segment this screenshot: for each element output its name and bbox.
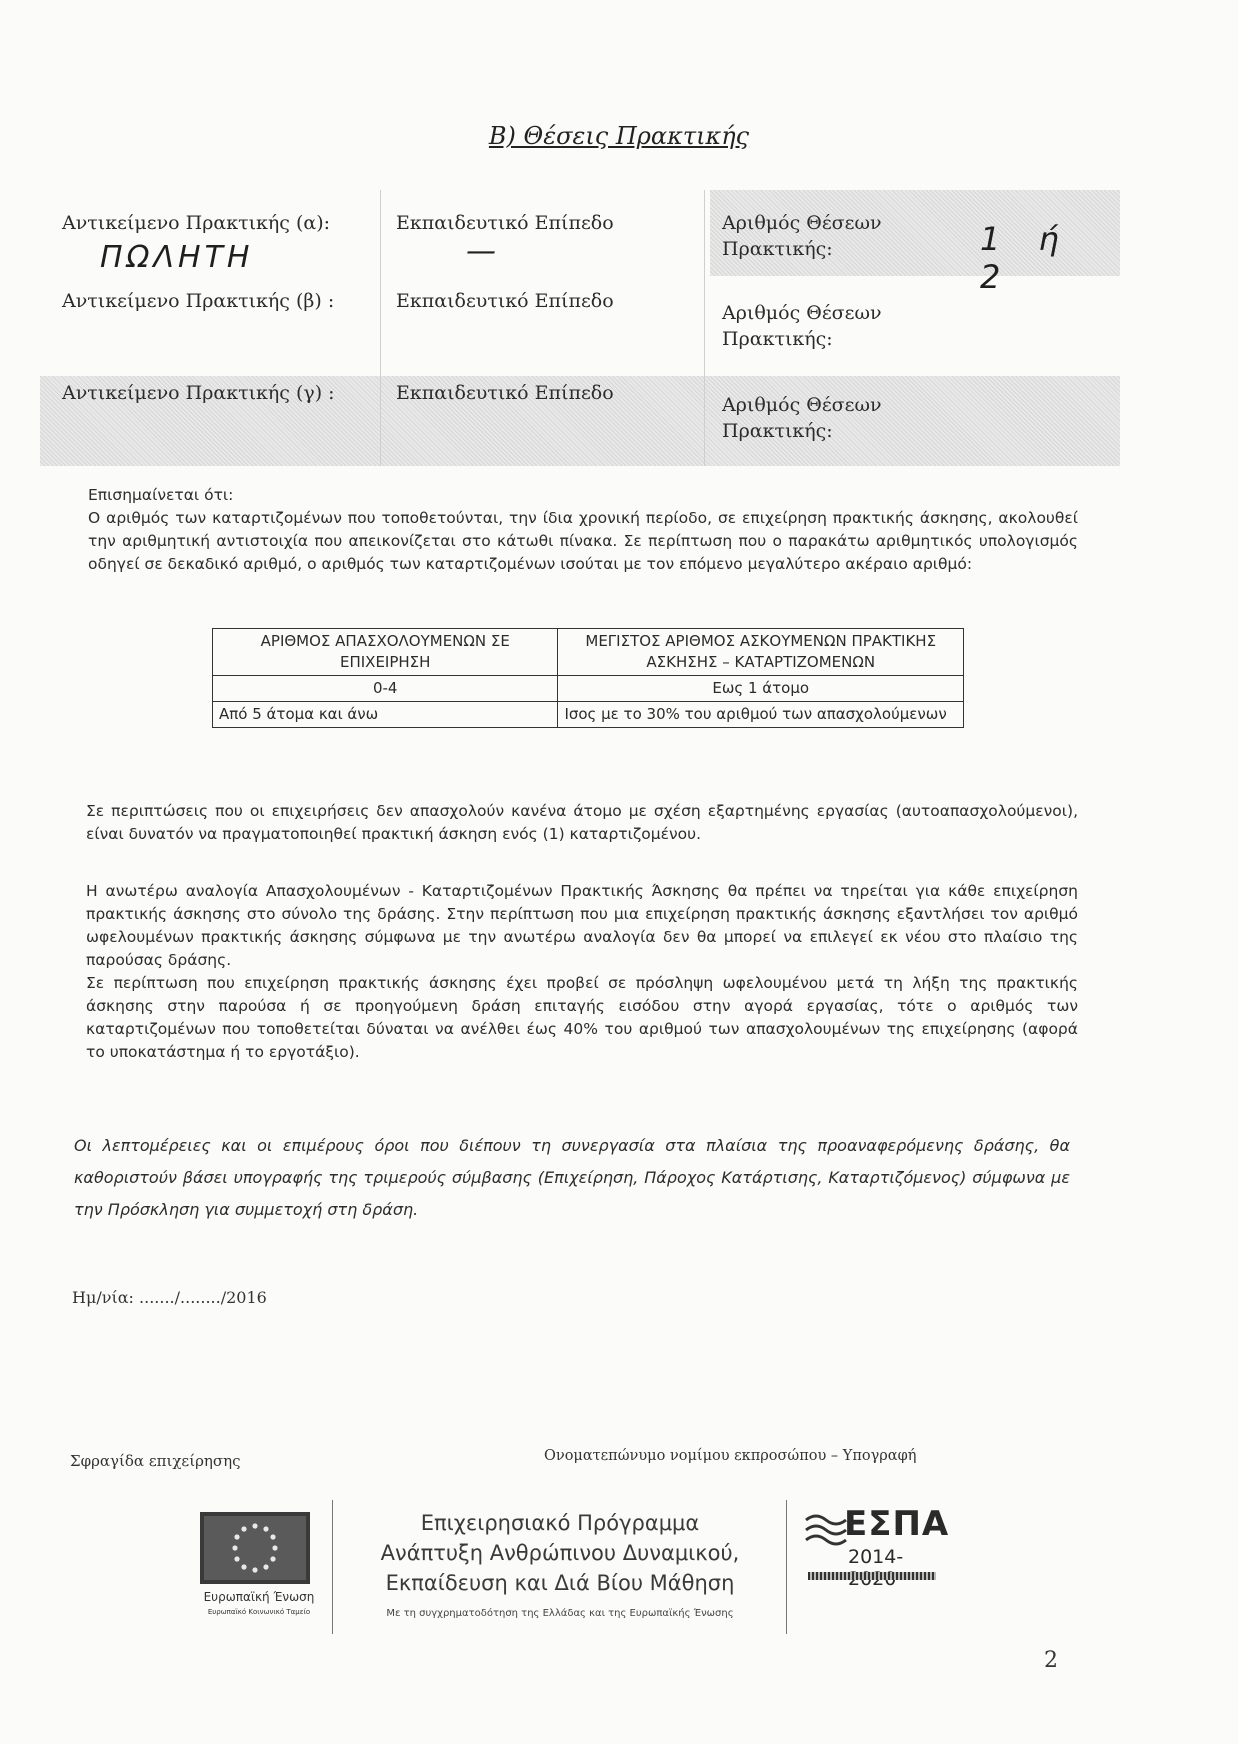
object-label-a: Αντικείμενο Πρακτικής (α): xyxy=(62,212,331,234)
positions-label-c-2: Πρακτικής: xyxy=(722,420,833,442)
programme-line-3: Εκπαίδευση και Διά Βίου Μάθηση xyxy=(385,1571,735,1595)
table-row xyxy=(213,702,964,728)
column-divider xyxy=(704,190,705,466)
espa-barcode xyxy=(808,1572,936,1580)
header-max-trainees: ΜΕΓΙΣΤΟΣ ΑΡΙΘΜΟΣ ΑΣΚΟΥΜΕΝΩΝ ΠΡΑΚΤΙΚΗΣ ΑΣΚΗΣΗΣ – ΚΑΤΑΡΤΙΖΟΜΕΝΩΝ xyxy=(558,629,964,676)
footer-divider xyxy=(786,1500,787,1634)
positions-label-b-2: Πρακτικής: xyxy=(722,328,833,350)
positions-label-b-1: Αριθμός Θέσεων xyxy=(722,302,882,324)
details-paragraph: Οι λεπτομέρειες και οι επιμέρους όροι που διέπουν τη συνεργασία στα πλαίσια της προαναφερόμενης δράσης, θα καθοριστούν βάσει υπογραφής της τριμερούς σύμβασης (Επιχείρηση, Πάροχος Κατάρτισης, Καταρτιζόμενος) σύμφωνα με την Πρόσκληση για συμμετοχή στη δράση. xyxy=(74,1136,1070,1219)
object-label-b: Αντικείμενο Πρακτικής (β) : xyxy=(62,290,335,312)
page-title: Β) Θέσεις Πρακτικής xyxy=(488,122,750,150)
stamp-label: Σφραγίδα επιχείρησης xyxy=(70,1452,241,1470)
ratio-table xyxy=(212,628,964,728)
date-field: Ημ/νία: ......./......../2016 xyxy=(72,1288,267,1307)
programme-line-2: Ανάπτυξη Ανθρώπινου Δυναμικού, xyxy=(380,1541,740,1565)
level-handwritten-a: — xyxy=(466,234,500,269)
cell-employees: 0-4 xyxy=(213,676,558,702)
ratio-rule-text: Η ανωτέρω αναλογία Απασχολουμένων - Καταρτιζομένων Πρακτικής Άσκησης θα πρέπει να τηρείται για κάθε επιχείρηση πρακτικής άσκησης στο σύνολο της δράσης. Στην περίπτωση που μια επιχείρηση πρακτικής άσκησης εξαντλήσει τον αριθμό ωφελουμένων πρακτικής άσκησης σύμφωνα με την ανωτέρω αναλογία δεν θα μπορεί να επιλεγεί εκ νέου στο πλαίσιο της παρούσας δράσης. xyxy=(86,882,1078,969)
espa-label: ΕΣΠΑ xyxy=(844,1504,950,1544)
positions-label-c-1: Αριθμός Θέσεων xyxy=(722,394,882,416)
positions-handwritten-a: 1 ή 2 xyxy=(980,220,1073,296)
espa-logo xyxy=(804,1504,950,1584)
object-label-c: Αντικείμενο Πρακτικής (γ) : xyxy=(62,382,335,404)
eu-fund-label: Ευρωπαϊκό Κοινωνικό Ταμείο xyxy=(207,1608,311,1616)
espa-years: 2014- xyxy=(848,1546,904,1568)
eu-flag-icon xyxy=(200,1512,310,1584)
cofinance-note: Με τη συγχρηματοδότηση της Ελλάδας και της Ευρωπαϊκής Ένωσης xyxy=(386,1608,734,1619)
programme-line-1: Επιχειρησιακό Πρόγραμμα xyxy=(420,1511,700,1535)
positions-label-a-1: Αριθμός Θέσεων xyxy=(722,212,882,234)
table-header-row xyxy=(213,629,964,676)
level-label-b: Εκπαιδευτικό Επίπεδο xyxy=(396,290,614,312)
note-heading: Επισημαίνεται ότι: xyxy=(88,486,234,504)
programme-title xyxy=(340,1508,780,1598)
hiring-rule-text: Σε περίπτωση που επιχείρηση πρακτικής άσκησης έχει προβεί σε πρόσληψη ωφελουμένου μετά τη λήξη της πρακτικής άσκησης στην παρούσα ή σε προηγούμενη δράση επιταγής εισόδου στην αγορά εργασίας, τότε ο αριθμός των καταρτιζομένων που τοποθετείται δύναται να ανέλθει έως 40% του αριθμού των απασχολουμένων της επιχείρησης (αφορά το υποκατάστημα ή το εργοτάξιο). xyxy=(86,974,1078,1061)
representative-label: Ονοματεπώνυμο νομίμου εκπροσώπου – Υπογραφή xyxy=(544,1448,917,1464)
positions-table xyxy=(40,190,1120,466)
cell-max-trainees: Ισος με το 30% του αριθμού των απασχολούμενων xyxy=(558,702,964,728)
object-handwritten-a: ΠΩΛΗΤΗ xyxy=(100,240,254,275)
eu-logo xyxy=(190,1512,334,1622)
positions-label-a-2: Πρακτικής: xyxy=(722,238,833,260)
cell-max-trainees: Εως 1 άτομο xyxy=(558,676,964,702)
cell-employees: Από 5 άτομα και άνω xyxy=(213,702,558,728)
self-employed-paragraph: Σε περιπτώσεις που οι επιχειρήσεις δεν απασχολούν κανένα άτομο με σχέση εξαρτημένης εργασίας (αυτοαπασχολούμενοι), είναι δυνατόν να πραγματοποιηθεί πρακτική άσκηση ενός (1) καταρτιζομένου. xyxy=(86,802,1078,843)
note-text: Ο αριθμός των καταρτιζομένων που τοποθετούνται, την ίδια χρονική περίοδο, σε επιχείρηση πρακτικής άσκησης, ακολουθεί την αριθμητική αντιστοιχία που απεικονίζεται στο κάτωθι πίνακα. Σε περίπτωση που ο παρακάτω αριθμητικός υπολογισμός οδηγεί σε δεκαδικό αριθμό, ο αριθμός των καταρτιζομένων ισούται με τον επόμενο μεγαλύτερο ακέραιο αριθμό: xyxy=(88,509,1078,573)
ratio-rule-paragraph xyxy=(86,880,1078,1064)
eu-label: Ευρωπαϊκή Ένωση xyxy=(203,1590,315,1604)
footer-divider xyxy=(332,1500,333,1634)
column-divider xyxy=(380,190,381,466)
level-label-a: Εκπαιδευτικό Επίπεδο xyxy=(396,212,614,234)
header-employees: ΑΡΙΘΜΟΣ ΑΠΑΣΧΟΛΟΥΜΕΝΩΝ ΣΕ ΕΠΙΧΕΙΡΗΣΗ xyxy=(213,629,558,676)
table-row xyxy=(213,676,964,702)
note-section xyxy=(88,484,1078,576)
espa-wave-icon xyxy=(804,1510,848,1546)
level-label-c: Εκπαιδευτικό Επίπεδο xyxy=(396,382,614,404)
page-number: 2 xyxy=(1044,1648,1058,1673)
